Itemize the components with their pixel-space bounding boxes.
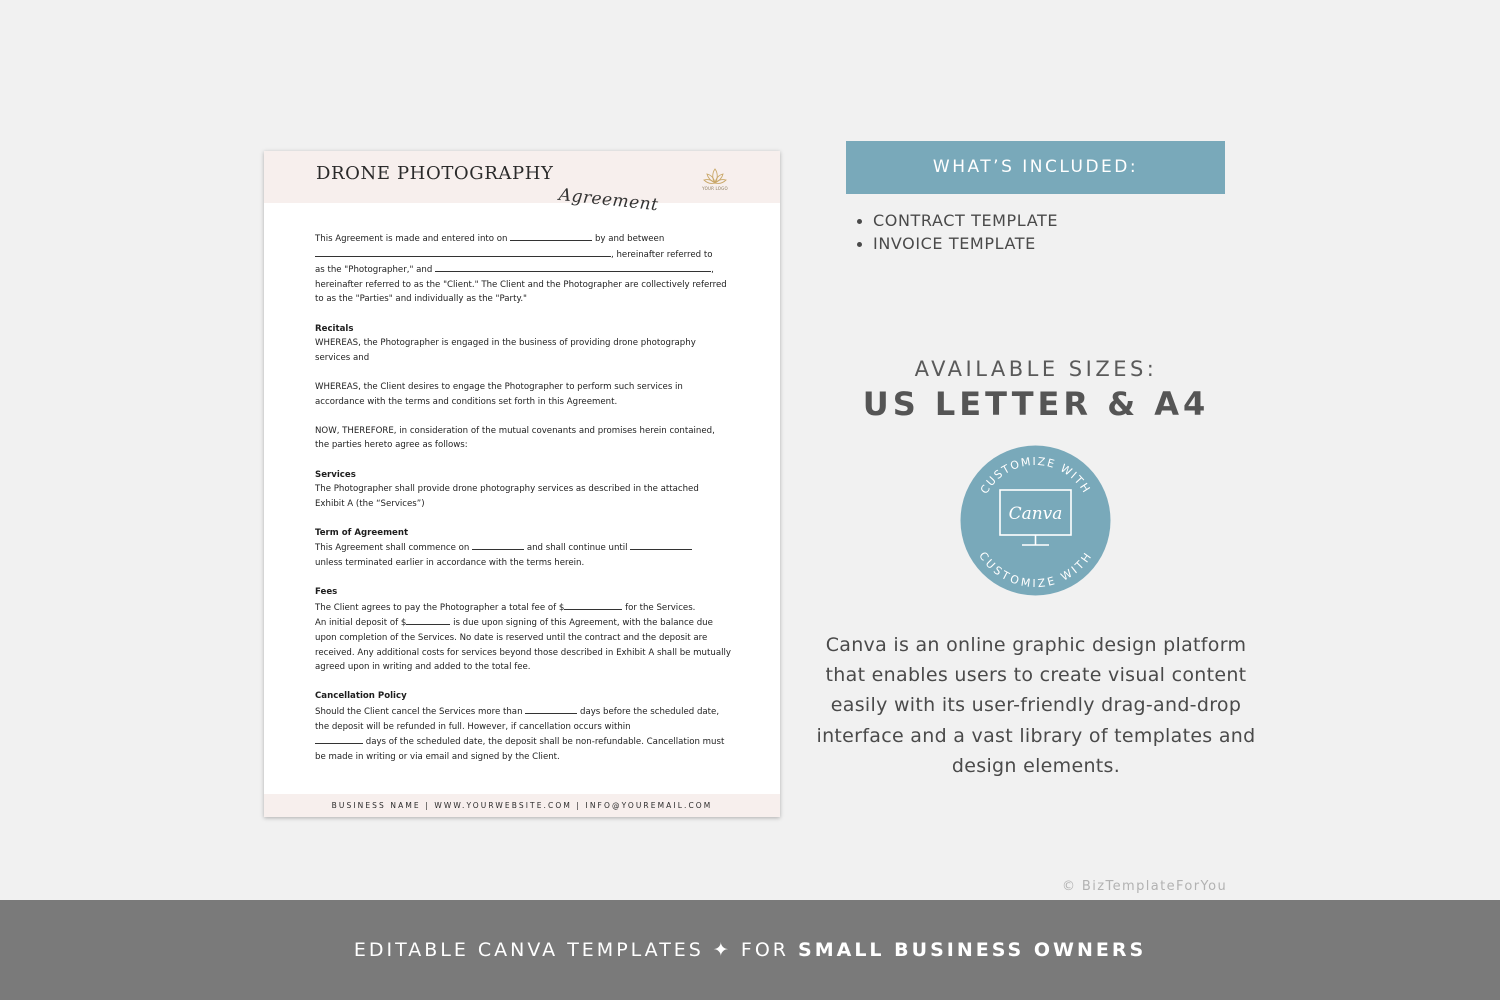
logo-placeholder-label: YOUR LOGO xyxy=(702,186,728,191)
blank-line xyxy=(472,540,524,550)
term-heading: Term of Agreement xyxy=(315,527,409,538)
canva-description: Canva is an online graphic design platform that enables users to create visual content easily with its user-friendly drag-and-drop interface and a vast library of templates and design elements. xyxy=(816,634,1256,777)
services-heading: Services xyxy=(315,469,356,480)
document-script-subtitle: Agreement xyxy=(557,185,660,216)
recitals-paragraph: NOW, THEREFORE, in consideration of the mutual covenants and promises herein contained, the parties hereto agree as follows: xyxy=(315,425,715,451)
document-preview xyxy=(264,151,780,817)
recitals-paragraph: WHEREAS, the Client desires to engage the Photographer to perform such services in accordance with the terms and conditions set forth in this Agreement. xyxy=(315,381,683,407)
blank-line xyxy=(315,247,611,257)
intro-paragraph: This Agreement is made and entered into on by and between , hereinafter referred to as the "Photographer," and , hereinafter referred to as the "Client." The Client and the Photographer are collectively referred to as the "Parties" and individually as the "Party." xyxy=(315,231,731,307)
tagline-part-3: SMALL BUSINESS OWNERS xyxy=(798,939,1147,961)
services-section: Services The Photographer shall provide drone photography services as described in the attached Exhibit A (the “Services”) xyxy=(315,468,731,512)
blank-line xyxy=(315,734,363,744)
blank-line xyxy=(630,540,692,550)
bottom-tagline-bar xyxy=(0,900,1500,1000)
document-footer: BUSINESS NAME | WWW.YOURWEBSITE.COM | INFO@YOUREMAIL.COM xyxy=(264,794,780,817)
whats-included-banner: WHAT’S INCLUDED: xyxy=(846,141,1225,194)
blank-line xyxy=(525,704,577,714)
recitals-section: Recitals WHEREAS, the Photographer is engaged in the business of providing drone photography services and xyxy=(315,322,731,366)
tagline-part-1: EDITABLE CANVA TEMPLATES xyxy=(353,939,704,961)
cancellation-section: Cancellation Policy Should the Client cancel the Services more than days before the scheduled date, the deposit will be refunded in full. However, if cancellation occurs within days of the scheduled date, the deposit shall be non-refundable. Cancellation must be made in writing or via email and signed by the Client. xyxy=(315,689,731,764)
list-item: INVOICE TEMPLATE xyxy=(856,233,1058,256)
document-header xyxy=(264,151,780,216)
blank-line xyxy=(510,231,592,241)
blank-line xyxy=(564,600,622,610)
canva-wordmark: Canva xyxy=(1008,504,1063,524)
available-sizes-label: AVAILABLE SIZES: xyxy=(914,357,1158,381)
fees-section: Fees The Client agrees to pay the Photographer a total fee of $ for the Services. An initial deposit of $ is due upon signing of this Agreement, with the balance due upon completion of the Services. No date is reserved until the contract and the deposit are received. Any additional costs for services beyond those described in Exhibit A shall be mutually agreed upon in writing and added to the total fee. xyxy=(315,587,731,673)
sparkle-icon: ✦ xyxy=(712,939,732,961)
cancellation-heading: Cancellation Policy xyxy=(315,691,407,702)
customize-with-canva-badge xyxy=(960,445,1111,596)
badge-ring-text-top: CUSTOMIZE WITH xyxy=(977,454,1094,497)
list-item: CONTRACT TEMPLATE xyxy=(856,210,1058,233)
copyright-notice: © BizTemplateForYou xyxy=(1062,879,1228,894)
document-body xyxy=(315,231,731,779)
recitals-heading: Recitals xyxy=(315,323,354,334)
term-section: Term of Agreement This Agreement shall commence on and shall continue until unless terminated earlier in accordance with the terms herein. xyxy=(315,526,731,571)
blank-line xyxy=(406,615,450,625)
fees-heading: Fees xyxy=(315,587,338,598)
document-title: DRONE PHOTOGRAPHY xyxy=(316,163,554,184)
badge-ring-text-bottom: CUSTOMIZE WITH xyxy=(976,549,1095,591)
blank-line xyxy=(435,262,711,272)
included-list xyxy=(856,210,1058,255)
tagline-part-2: FOR xyxy=(740,939,789,961)
available-sizes-value: US LETTER & A4 xyxy=(862,385,1210,423)
